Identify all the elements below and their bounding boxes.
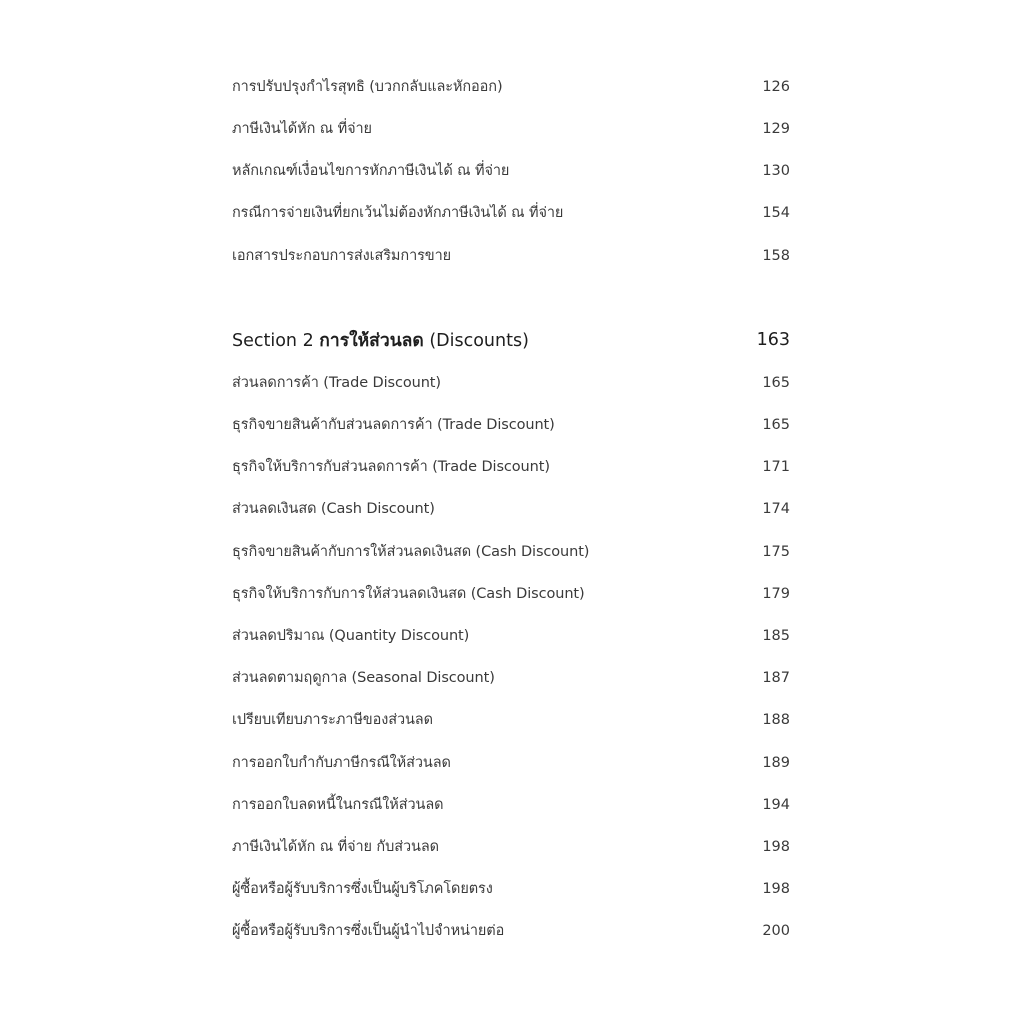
toc-entry-title: ธุรกิจขายสินค้ากับส่วนลดการค้า (Trade Discount) bbox=[232, 417, 555, 434]
section-suffix: (Discounts) bbox=[423, 331, 529, 351]
toc-entry-title: การออกใบกำกับภาษีกรณีให้ส่วนลด bbox=[232, 754, 451, 771]
toc-entry bbox=[232, 108, 790, 150]
toc-entry-title: ภาษีเงินได้หัก ณ ที่จ่าย กับส่วนลด bbox=[232, 838, 439, 855]
toc-entry-page-number: 187 bbox=[762, 670, 790, 687]
toc-entry-title: หลักเกณฑ์เงื่อนไขการหักภาษีเงินได้ ณ ที่จ่าย bbox=[232, 163, 510, 180]
toc-entry bbox=[232, 742, 790, 784]
toc-entry-page-number: 194 bbox=[762, 796, 790, 813]
toc-entry bbox=[232, 784, 790, 826]
toc-entry-title: ภาษีเงินได้หัก ณ ที่จ่าย bbox=[232, 121, 372, 138]
toc-entry bbox=[232, 615, 790, 657]
toc-entry-page-number: 171 bbox=[762, 459, 790, 476]
toc-entry-page-number: 198 bbox=[762, 838, 790, 855]
toc-entry-title: ธุรกิจให้บริการกับการให้ส่วนลดเงินสด (Cash Discount) bbox=[232, 585, 585, 602]
toc-entry bbox=[232, 362, 790, 404]
toc-entry-title: ผู้ซื้อหรือผู้รับบริการซึ่งเป็นผู้บริโภคโดยตรง bbox=[232, 881, 493, 898]
toc-entry-page-number: 200 bbox=[762, 923, 790, 940]
toc-entry-page-number: 126 bbox=[762, 78, 790, 95]
section-heading-title bbox=[232, 326, 529, 354]
toc-entry-title: ส่วนลดตามฤดูกาล (Seasonal Discount) bbox=[232, 670, 495, 687]
toc-entry bbox=[232, 657, 790, 699]
section-prefix: Section 2 bbox=[232, 331, 320, 351]
section-thai-title: การให้ส่วนลด bbox=[319, 331, 424, 351]
toc-entry-page-number: 129 bbox=[762, 121, 790, 138]
toc-entry bbox=[232, 573, 790, 615]
toc-list-preceding-entries bbox=[232, 66, 790, 277]
toc-entry-title: เปรียบเทียบภาระภาษีของส่วนลด bbox=[232, 712, 433, 729]
toc-entry-page-number: 185 bbox=[762, 627, 790, 644]
section-heading-page-number: 163 bbox=[756, 330, 790, 350]
toc-entry-page-number: 179 bbox=[762, 585, 790, 602]
toc-entry bbox=[232, 826, 790, 868]
toc-entry bbox=[232, 700, 790, 742]
toc-entry-title: การปรับปรุงกำไรสุทธิ (บวกกลับและหักออก) bbox=[232, 78, 503, 95]
toc-entry-page-number: 188 bbox=[762, 712, 790, 729]
toc-list-section-entries bbox=[232, 362, 790, 953]
section-heading bbox=[232, 322, 790, 358]
toc-entry bbox=[232, 235, 790, 277]
toc-entry-page-number: 130 bbox=[762, 163, 790, 180]
toc-entry-title: ส่วนลดเงินสด (Cash Discount) bbox=[232, 501, 435, 518]
toc-entry bbox=[232, 489, 790, 531]
toc-entry-title: ส่วนลดปริมาณ (Quantity Discount) bbox=[232, 627, 470, 644]
toc-entry-title: การออกใบลดหนี้ในกรณีให้ส่วนลด bbox=[232, 796, 444, 813]
toc-entry-title: เอกสารประกอบการส่งเสริมการขาย bbox=[232, 247, 452, 264]
toc-entry bbox=[232, 910, 790, 952]
toc-entry-page-number: 154 bbox=[762, 205, 790, 222]
toc-entry-title: กรณีการจ่ายเงินที่ยกเว้นไม่ต้องหักภาษีเงินได้ ณ ที่จ่าย bbox=[232, 205, 564, 222]
toc-entry-page-number: 175 bbox=[762, 543, 790, 560]
toc-entry-page-number: 158 bbox=[762, 247, 790, 264]
toc-entry bbox=[232, 66, 790, 108]
toc-entry-page-number: 165 bbox=[762, 417, 790, 434]
toc-entry-page-number: 198 bbox=[762, 881, 790, 898]
toc-entry-title: ส่วนลดการค้า (Trade Discount) bbox=[232, 374, 441, 391]
toc-entry-title: ผู้ซื้อหรือผู้รับบริการซึ่งเป็นผู้นำไปจำหน่ายต่อ bbox=[232, 923, 505, 940]
toc-entry bbox=[232, 531, 790, 573]
toc-entry bbox=[232, 446, 790, 488]
toc-entry-page-number: 174 bbox=[762, 501, 790, 518]
toc-entry-title: ธุรกิจขายสินค้ากับการให้ส่วนลดเงินสด (Cash Discount) bbox=[232, 543, 590, 560]
toc-entry-page-number: 165 bbox=[762, 374, 790, 391]
toc-entry bbox=[232, 150, 790, 192]
toc-entry bbox=[232, 868, 790, 910]
toc-entry-title: ธุรกิจให้บริการกับส่วนลดการค้า (Trade Discount) bbox=[232, 459, 550, 476]
toc-entry-page-number: 189 bbox=[762, 754, 790, 771]
toc-entry bbox=[232, 193, 790, 235]
toc-entry bbox=[232, 404, 790, 446]
